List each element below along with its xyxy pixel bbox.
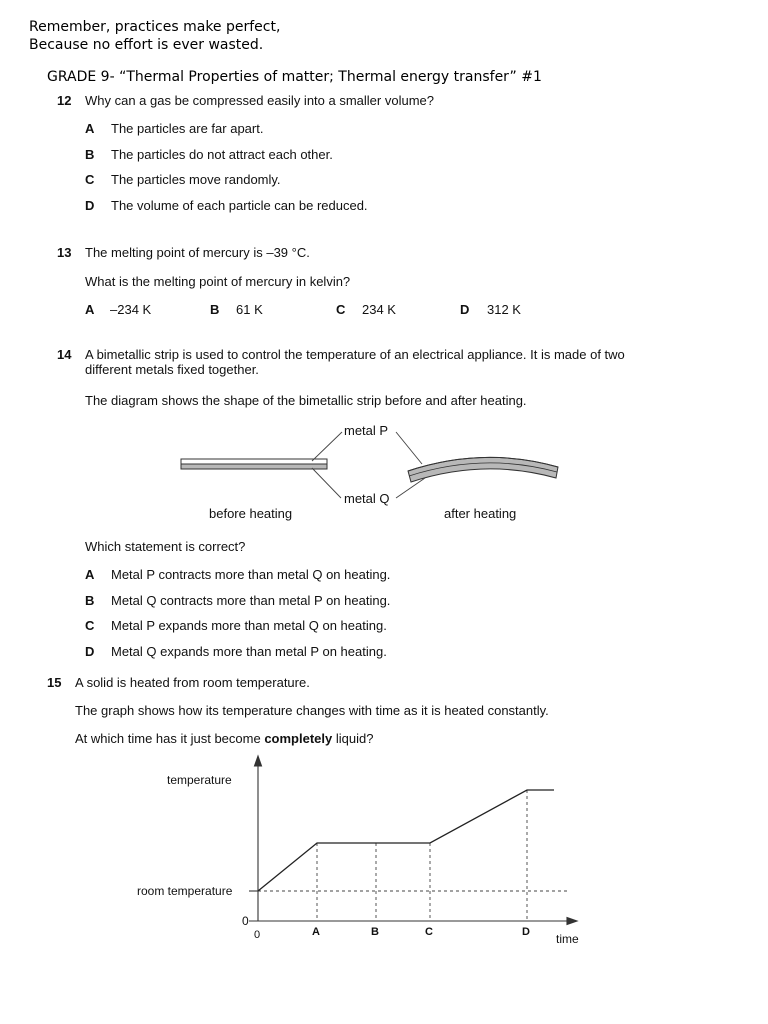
option-letter: D — [85, 644, 95, 659]
x-tick-a: A — [312, 926, 320, 938]
x-tick-c: C — [425, 926, 433, 938]
option-text: The particles do not attract each other. — [111, 147, 333, 162]
option-letter: C — [85, 172, 95, 187]
question-number: 13 — [57, 245, 72, 260]
option-letter: A — [85, 302, 95, 317]
temperature-curve — [258, 790, 554, 891]
strip-before-heating — [181, 459, 327, 469]
motto-line-2: Because no effort is ever wasted. — [29, 37, 264, 53]
option-letter: B — [85, 147, 95, 162]
label-before-heating: before heating — [209, 506, 293, 521]
question-text-line-1: A bimetallic strip is used to control the temperature of an electrical appliance. It is made of two — [85, 347, 625, 362]
option-text: The particles are far apart. — [111, 121, 264, 136]
leader-lines — [312, 432, 425, 498]
x-tick-d: D — [522, 926, 530, 938]
option-text: 61 K — [236, 302, 263, 317]
option-letter: A — [85, 121, 95, 136]
label-metal-p: metal P — [344, 423, 389, 438]
question-text: Why can a gas be compressed easily into a smaller volume? — [85, 93, 434, 108]
question-number: 14 — [57, 347, 72, 362]
prompt-part-2: liquid? — [332, 731, 374, 746]
option-text: The volume of each particle can be reduced. — [111, 198, 368, 213]
option-text: Metal P expands more than metal Q on heating. — [111, 618, 387, 633]
graph-axes — [249, 756, 577, 925]
x-tick-0: 0 — [254, 929, 261, 941]
label-metal-q: metal Q — [344, 491, 390, 506]
worksheet-heading: GRADE 9- “Thermal Properties of matter; Thermal energy transfer” #1 — [47, 69, 542, 85]
option-letter: D — [85, 198, 95, 213]
y-axis-label: temperature — [167, 773, 232, 787]
question-subtext: The diagram shows the shape of the bimetallic strip before and after heating. — [85, 393, 527, 408]
option-text: 312 K — [487, 302, 521, 317]
option-text: Metal Q contracts more than metal P on heating. — [111, 593, 391, 608]
y-mark-room-temperature: room temperature — [137, 884, 233, 898]
motto-line-1: Remember, practices make perfect, — [29, 19, 281, 35]
option-letter: B — [210, 302, 220, 317]
option-letter: C — [336, 302, 346, 317]
question-text: The melting point of mercury is –39 °C. — [85, 245, 310, 260]
strip-after-heating — [408, 457, 558, 482]
x-tick-b: B — [371, 926, 379, 938]
question-text-line-2: different metals fixed together. — [85, 362, 259, 377]
option-text: Metal Q expands more than metal P on heating. — [111, 644, 387, 659]
option-text: The particles move randomly. — [111, 172, 281, 187]
option-letter: C — [85, 618, 95, 633]
temperature-time-graph — [0, 740, 768, 960]
prompt-emphasis: completely — [264, 731, 333, 746]
question-subtext: What is the melting point of mercury in kelvin? — [85, 274, 351, 289]
y-mark-zero: 0 — [242, 914, 249, 928]
prompt-part-1: At which time has it just become — [75, 731, 265, 746]
graph-guides — [258, 790, 568, 921]
question-prompt: Which statement is correct? — [85, 539, 246, 554]
option-letter: B — [85, 593, 95, 608]
option-text: –234 K — [110, 302, 152, 317]
x-axis-label: time — [556, 932, 579, 946]
option-text: 234 K — [362, 302, 396, 317]
option-letter: D — [460, 302, 470, 317]
question-text: A solid is heated from room temperature. — [75, 675, 310, 690]
label-after-heating: after heating — [444, 506, 517, 521]
option-text: Metal P contracts more than metal Q on heating. — [111, 567, 391, 582]
question-subtext: The graph shows how its temperature changes with time as it is heated constantly. — [75, 703, 549, 718]
option-letter: A — [85, 567, 95, 582]
question-number: 15 — [47, 675, 62, 690]
question-number: 12 — [57, 93, 72, 108]
